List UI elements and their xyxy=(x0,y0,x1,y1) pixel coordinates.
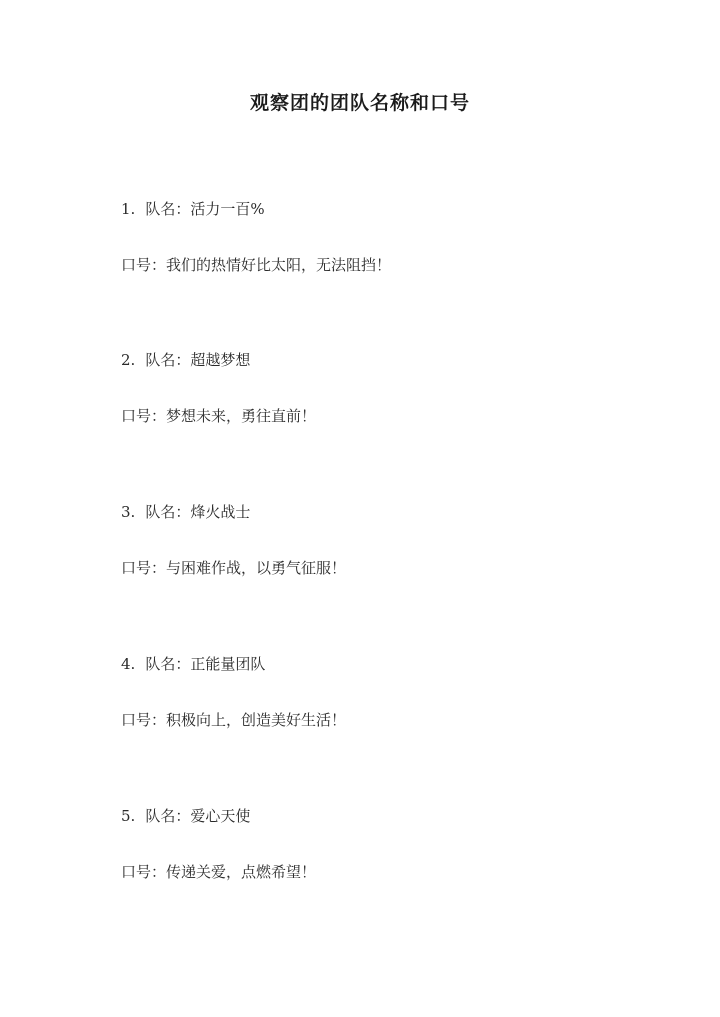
slogan-line-5: 口号：传递关爱，点燃希望！ xyxy=(121,863,317,881)
team-name-text: 队名：烽火战士 xyxy=(145,503,251,521)
slogan-line-4: 口号：积极向上，创造美好生活！ xyxy=(121,711,347,729)
entry-number: 4. xyxy=(121,655,136,673)
team-name-line-4 xyxy=(121,653,265,674)
team-name-line-3 xyxy=(121,501,250,522)
entry-number: 5. xyxy=(121,807,136,825)
entry-number: 1. xyxy=(121,200,136,218)
slogan-line-2: 口号：梦想未来，勇往直前！ xyxy=(121,407,317,425)
team-name-text: 队名：超越梦想 xyxy=(145,351,251,369)
team-name-text: 队名：正能量团队 xyxy=(145,655,266,673)
slogan-line-1: 口号：我们的热情好比太阳，无法阻挡！ xyxy=(121,256,392,274)
team-name-text: 队名：爱心天使 xyxy=(145,807,251,825)
team-name-line-5 xyxy=(121,805,250,826)
team-name-line-1 xyxy=(121,198,265,219)
team-name-line-2 xyxy=(121,349,250,370)
document-title: 观察团的团队名称和口号 xyxy=(249,92,470,114)
team-name-text: 队名：活力一百% xyxy=(145,200,265,218)
entry-number: 2. xyxy=(121,351,136,369)
slogan-line-3: 口号：与困难作战，以勇气征服！ xyxy=(121,559,347,577)
entry-number: 3. xyxy=(121,503,136,521)
